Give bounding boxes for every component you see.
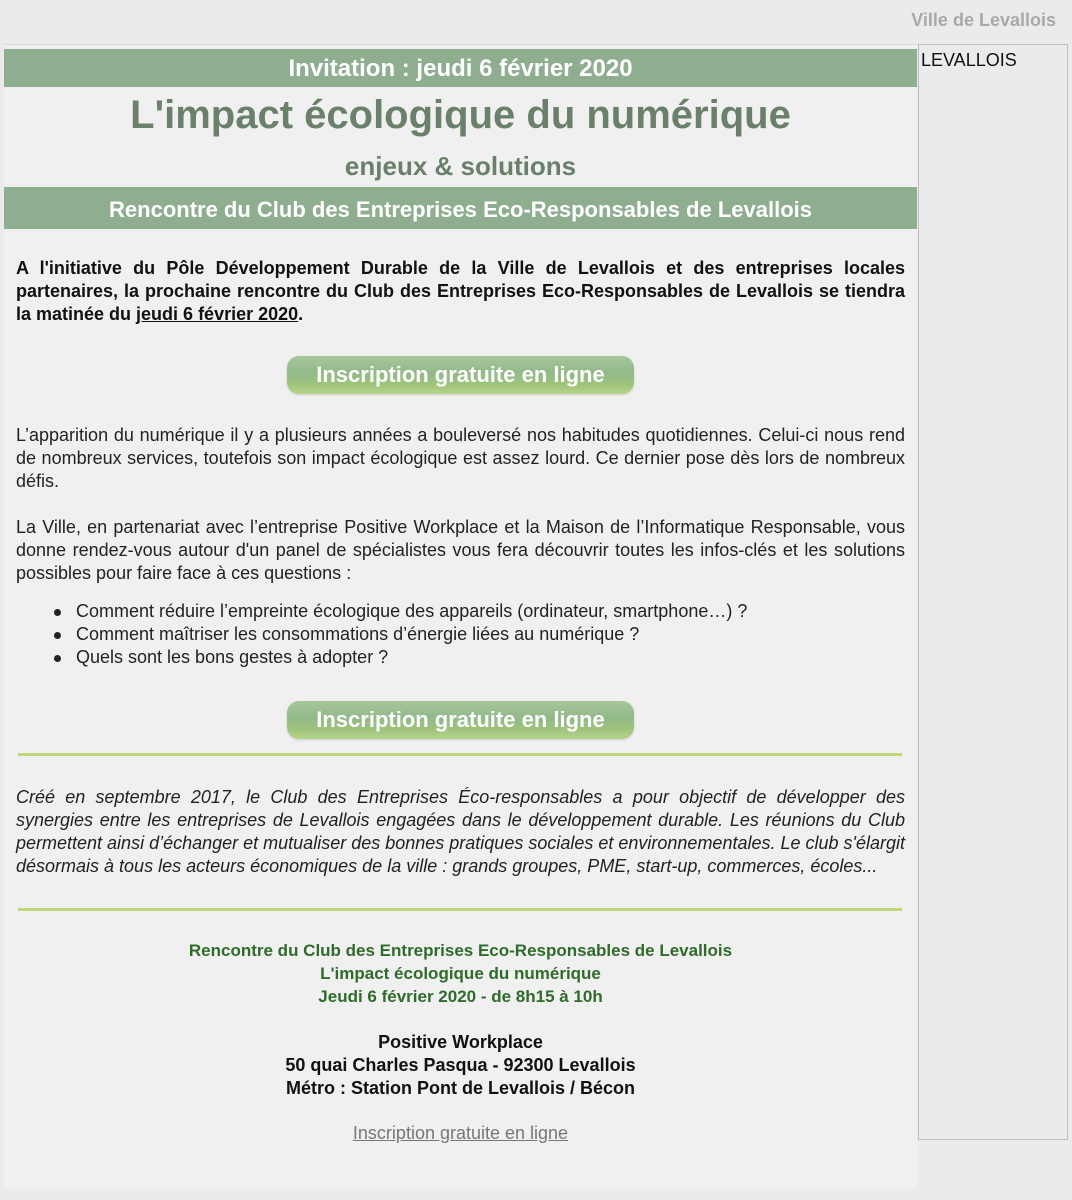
intro-end: .: [298, 304, 304, 324]
register-link-footer[interactable]: Inscription gratuite en ligne: [352, 1123, 569, 1143]
club-description: Créé en septembre 2017, le Club des Entreprises Éco-responsables a pour objectif de développer des synergies entre les entreprises de Levallois engagées dans le développement durable. Les réunions du Club permettent ainsi d’échanger et mutualiser des bonnes pratiques sociales et environnementales. Le club s'élargit désormais à tous les acteurs économiques de la ville : grands groupes, PME, start-up, commerces, écoles...: [16, 787, 905, 876]
sidebar-label: LEVALLOIS: [921, 50, 1017, 70]
event-name: Rencontre du Club des Entreprises Eco-Responsables de Levallois: [188, 941, 733, 960]
divider: [18, 908, 902, 911]
top-bar: [0, 0, 1072, 44]
venue-metro: Métro : Station Pont de Levallois / Bécon: [285, 1078, 636, 1098]
page-subtitle: enjeux & solutions: [344, 151, 577, 181]
event-topic: L'impact écologique du numérique: [320, 964, 601, 983]
divider: [18, 753, 902, 756]
club-banner: Rencontre du Club des Entreprises Eco-Responsables de Levallois: [4, 187, 917, 229]
page-title: L'impact écologique du numérique: [130, 93, 791, 137]
paragraph-partnership: La Ville, en partenariat avec l’entreprise Positive Workplace et la Maison de l’Informatique Responsable, vous donne rendez-vous autour d'un panel de spécialistes vous fera découvrir toutes les infos-clés et les solutions possibles pour faire face à ces questions :: [16, 517, 905, 583]
site-link[interactable]: Ville de Levallois: [911, 10, 1056, 30]
questions-list: [4, 600, 917, 669]
venue-address: 50 quai Charles Pasqua - 92300 Levallois: [285, 1055, 636, 1075]
intro-paragraph: [16, 257, 905, 326]
venue-name: Positive Workplace: [378, 1032, 543, 1052]
venue-details: [4, 1031, 917, 1100]
paragraph-digital: L’apparition du numérique il y a plusieurs années a bouleversé nos habitudes quotidiennes. Celui-ci nous rend de nombreux services, toutefois son impact écologique est assez lourd. Ce dernier pose dès lors de nombreux défis.: [16, 425, 905, 491]
list-item: Comment maîtriser les consommations d’énergie liées au numérique ?: [54, 623, 917, 646]
email-body: [4, 44, 917, 1188]
invitation-banner: Invitation : jeudi 6 février 2020: [4, 49, 917, 87]
sidebar: [918, 44, 1068, 1140]
event-date: Jeudi 6 février 2020 - de 8h15 à 10h: [318, 987, 603, 1006]
intro-text: A l'initiative du Pôle Développement Durable de la Ville de Levallois et des entreprises locales partenaires, la prochaine rencontre du Club des Entreprises Eco-Responsables de Levallois se tiendra la matinée du: [16, 258, 905, 324]
event-details: [4, 939, 917, 1008]
list-item: Comment réduire l’empreinte écologique des appareils (ordinateur, smartphone…) ?: [54, 600, 917, 623]
list-item: Quels sont les bons gestes à adopter ?: [54, 646, 917, 669]
register-button-top[interactable]: Inscription gratuite en ligne: [287, 356, 634, 394]
intro-date-link[interactable]: jeudi 6 février 2020: [136, 304, 299, 324]
register-button-middle[interactable]: Inscription gratuite en ligne: [287, 701, 634, 739]
